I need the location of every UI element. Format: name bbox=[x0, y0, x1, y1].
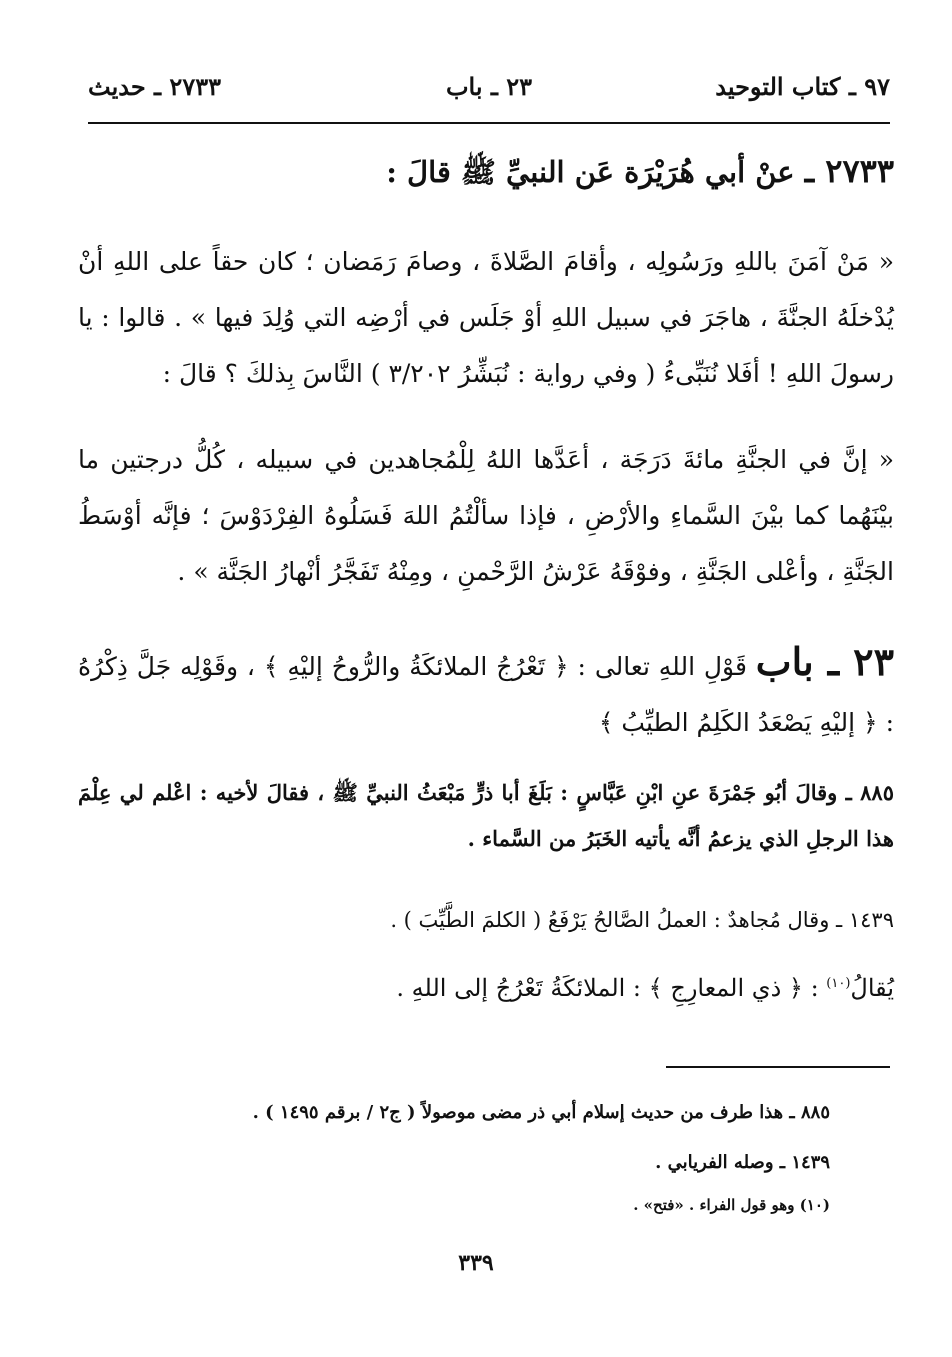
footnote-ref[interactable]: (١٠) bbox=[826, 976, 851, 991]
header-hadith-number: ٢٧٣٣ ـ حديث bbox=[88, 72, 221, 101]
header-chapter: ٩٧ ـ كتاب التوحيد bbox=[715, 72, 890, 101]
yuqal-word: يُقالُ bbox=[850, 974, 894, 1002]
footnote-rule bbox=[666, 1066, 890, 1068]
hadith-paragraph-1: « مَنْ آمَنَ باللهِ ورَسُولِه ، وأقامَ الصَّلاةَ ، وصامَ رَمَضان ؛ كان حقاً على اللهِ أنْ يُدْخلَهُ الجنَّةَ ، هاجَرَ في سبيل اللهِ أوْ جَلَس في أرْضِه التي وُلِدَ فيها » . قالوا : يا رسولَ اللهِ ! أفَلا نُنَبِّىءُ ( وفي رواية : نُبَشِّرُ ٣/٢٠٢ ) النَّاسَ بِذلكَ ؟ قالَ : bbox=[78, 247, 894, 388]
header-section: ٢٣ ـ باب bbox=[445, 72, 533, 101]
footnote-1439: ١٤٣٩ ـ وصله الفريابي . bbox=[655, 1152, 830, 1173]
note-885: ٨٨٥ ـ وقالَ أبُو جَمْرَةَ عنِ ابْنِ عَبَّاسٍ : بَلَغَ أبا ذرٍّ مَبْعَثُ النبيِّ ﷺ ، فقالَ لأخيه : اعْلم لي عِلْمَ هذا الرجلِ الذي يزعمُ أنَّه يأتيه الخَبَرُ من السَّماء . bbox=[78, 780, 894, 851]
hadith-intro: عنْ أبي هُرَيْرَة عَن النبيِّ ﷺ قالَ : bbox=[386, 155, 795, 189]
running-header bbox=[88, 72, 890, 112]
bab-section bbox=[78, 634, 894, 751]
page-number: ٣٣٩ bbox=[458, 1250, 494, 1276]
yuqal-line bbox=[78, 962, 894, 1010]
hadith-number: ٢٧٣٣ ـ bbox=[804, 152, 894, 190]
footnote-885: ٨٨٥ ـ هذا طرف من حديث إسلام أبي ذر مضى موصولاً ( ج٢ / برقم ١٤٩٥ ) . bbox=[252, 1102, 830, 1123]
yuqal-rest: : ﴿ ذي المعارِجِ ﴾ : الملائكَةُ تَعْرُجُ إلى اللهِ . bbox=[396, 974, 827, 1002]
header-rule bbox=[88, 122, 890, 124]
hadith-title bbox=[78, 152, 894, 197]
bab-text: قَوْلِ اللهِ تعالى : ﴿ تَعْرُجُ الملائكَةُ والرُّوحُ إليْهِ ﴾ ، وقَوْلِه جَلَّ ذِكْرُهُ : ﴿ إليْهِ يَصْعَدُ الكَلِمُ الطيِّبُ ﴾ bbox=[78, 652, 894, 737]
bab-heading: ٢٣ ـ باب bbox=[755, 639, 894, 684]
hadith-paragraph-2: « إنَّ في الجنَّةِ مائةَ دَرَجَة ، أعَدَّها اللهُ لِلْمُجاهدين في سبيله ، كُلُّ درجتين ما بيْنَهُما كما بيْنَ السَّماءِ والأرْضِ ، فإذا سألْتُمُ اللهَ فَسَلُوهُ الفِرْدَوْسَ ؛ فإنَّه أوْسَطُ الجَنَّةِ ، وأعْلى الجَنَّةِ ، وفوْقَهُ عَرْشُ الرَّحْمنِ ، ومِنْهُ تَفَجَّرُ أنْهارُ الجَنَّة » . bbox=[78, 445, 894, 586]
note-1439: ١٤٣٩ ـ وقال مُجاهدٌ : العملُ الصَّالحُ يَرْفَعُ ( الكلمَ الطَّيِّبَ ) . bbox=[390, 908, 894, 932]
footnote-10: (١٠) وهو قول الفراء . «فتح» . bbox=[633, 1196, 830, 1214]
